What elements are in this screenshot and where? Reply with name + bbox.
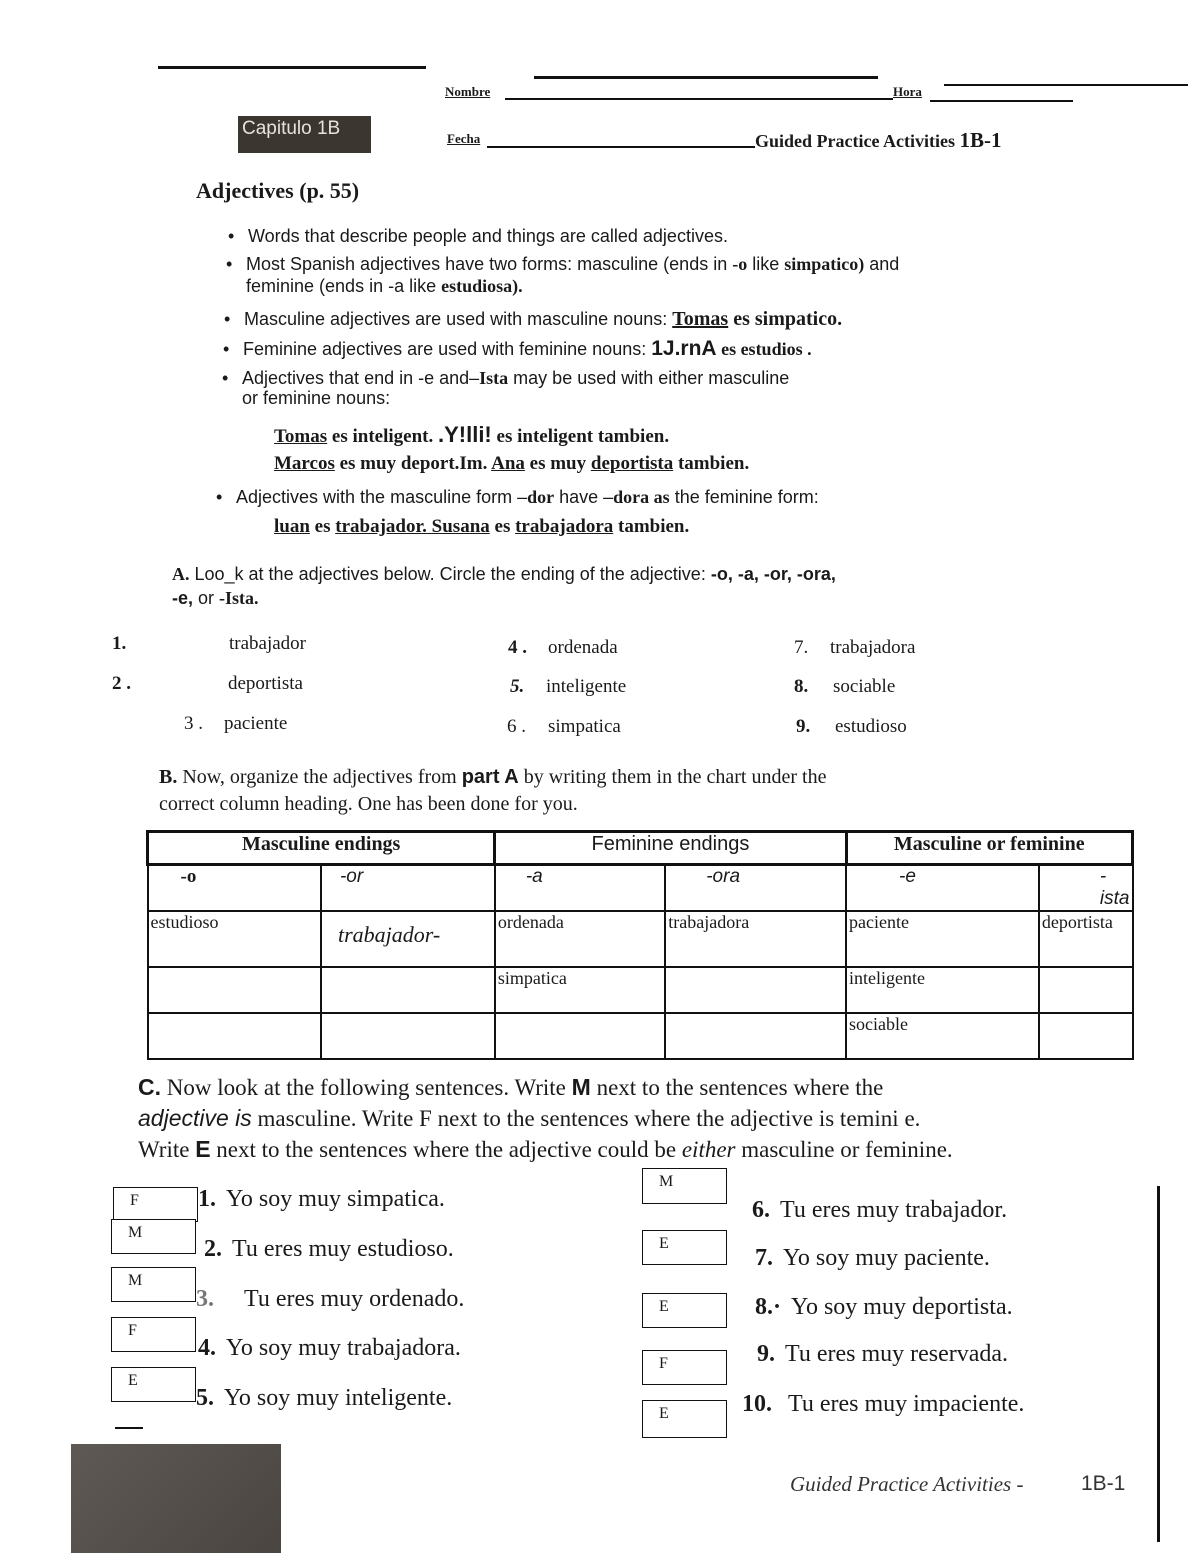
- ending-ista: -ista: [1039, 865, 1133, 912]
- item-6-num: 6 .: [507, 716, 526, 737]
- bullet-6-bold-dora: dora as: [613, 487, 670, 507]
- sentence-5-text: Yo soy muy inteligente.: [224, 1385, 453, 1411]
- part-b-line2: correct column heading. One has been done for you.: [159, 793, 578, 815]
- right-margin-line: [1157, 1186, 1160, 1542]
- cell-r2-c5[interactable]: inteligente: [846, 967, 1039, 1013]
- hora-label: Hora: [893, 84, 922, 99]
- example-2-u3: deportista: [590, 453, 674, 474]
- ending-e: -e: [846, 865, 1039, 912]
- answer-box-10[interactable]: E: [642, 1400, 727, 1438]
- part-a-item-4-word[interactable]: ordenada: [548, 637, 618, 658]
- part-a-item-7: [794, 637, 808, 659]
- small-dash: [115, 1427, 143, 1429]
- part-a-item-7-word[interactable]: trabajadora: [830, 637, 916, 658]
- bullet-5-post: may be used with either masculine: [508, 368, 790, 388]
- bullet-4-post: es estudios .: [716, 339, 812, 359]
- part-a-instructions: [172, 562, 836, 610]
- activity-title: [755, 128, 1001, 153]
- part-b-letter: B.: [159, 766, 178, 788]
- example-3-t1: es: [309, 516, 336, 537]
- part-a-item-1-word[interactable]: trabajador: [229, 633, 307, 654]
- cell-r1-c3[interactable]: ordenada: [495, 911, 665, 967]
- sentence-8: [755, 1294, 1013, 1321]
- part-a-line2a: -e,: [172, 588, 194, 608]
- answer-box-6[interactable]: M: [642, 1168, 727, 1204]
- bullet-6-text: Adjectives with the masculine form –: [236, 487, 528, 507]
- sentence-9-text: Tu eres muy reservada.: [785, 1341, 1009, 1367]
- cell-r3-c4[interactable]: [665, 1013, 846, 1059]
- sentence-6: [752, 1197, 1007, 1224]
- example-3-u2: trabajador. Susana: [335, 516, 490, 537]
- cell-r2-c3[interactable]: simpatica: [495, 967, 665, 1013]
- header-feminine: Feminine endings: [495, 832, 846, 865]
- bullet-5-bold: Ista: [479, 368, 509, 388]
- bullet-4-bold: 1J.rnA: [651, 337, 717, 360]
- ending-a: -a: [495, 865, 665, 912]
- nombre-label: Nombre: [445, 84, 491, 99]
- cell-r3-c6[interactable]: [1039, 1013, 1133, 1059]
- part-c-t4: Write: [138, 1137, 196, 1162]
- part-a-letter: A.: [172, 564, 190, 584]
- cell-r2-c2[interactable]: [321, 967, 495, 1013]
- answer-box-5[interactable]: E: [111, 1367, 196, 1402]
- hora-line: [930, 100, 1073, 102]
- example-3: [274, 516, 689, 538]
- part-b-bold: part A: [461, 766, 519, 788]
- example-2-u1: Marcos: [274, 453, 335, 474]
- item-4-num: 4 .: [508, 637, 527, 658]
- sentence-1-text: Yo soy muy simpatica.: [226, 1186, 445, 1212]
- bullet-5-line2: or feminine nouns:: [242, 388, 391, 408]
- sentence-4-text: Yo soy muy trabajadora.: [226, 1335, 461, 1361]
- part-a-item-4: [508, 637, 527, 659]
- item-5-num: 5.: [510, 676, 525, 697]
- answer-box-1[interactable]: F: [113, 1187, 198, 1222]
- sentence-10-text: Tu eres muy impaciente.: [788, 1391, 1025, 1417]
- part-b-text: Now, organize the adjectives from: [177, 766, 462, 788]
- footer-image-block: [71, 1444, 281, 1553]
- part-c-t1: Now look at the following sentences. Write: [161, 1075, 572, 1100]
- part-a-item-5: [510, 676, 524, 698]
- item-1-num: 1.: [112, 633, 127, 654]
- example-3-u1: luan: [274, 516, 310, 537]
- part-c-m: M: [571, 1074, 591, 1100]
- bullet-6-post: the feminine form:: [669, 487, 819, 507]
- item-2-num: 2 .: [112, 673, 131, 694]
- sentence-7-text: Yo soy muy paciente.: [783, 1245, 990, 1271]
- bullet-5: [242, 368, 789, 408]
- item-9-num: 9.: [796, 716, 811, 737]
- bullet-2: [246, 253, 1066, 297]
- cell-r2-c1[interactable]: [148, 967, 321, 1013]
- sentence-1: [198, 1186, 445, 1213]
- nombre-line: [505, 98, 893, 100]
- part-b-text2: by writing them in the chart under the: [518, 766, 827, 788]
- part-a-item-3-word[interactable]: paciente: [224, 713, 288, 734]
- fecha-label: Fecha: [447, 131, 481, 146]
- sentence-7-num: 7.: [755, 1245, 773, 1271]
- example-2: [274, 453, 749, 475]
- sentence-3-num: 3.: [196, 1286, 214, 1312]
- sentence-9-num: 9.: [757, 1341, 775, 1367]
- footer-text: Guided Practice Activities -: [790, 1472, 1024, 1496]
- part-a-line2b: or: [193, 588, 220, 608]
- item-3-num: 3 .: [184, 713, 203, 734]
- cell-r3-c1[interactable]: [148, 1013, 321, 1059]
- bullet-2-line2: feminine (ends in -a like: [246, 276, 442, 296]
- example-1-bold: .Y!lli!: [437, 422, 492, 447]
- answer-box-3[interactable]: M: [111, 1267, 196, 1302]
- sentence-6-text: Tu eres muy trabajador.: [780, 1197, 1008, 1223]
- bullet-2-post: and: [864, 254, 900, 274]
- sentence-3-text: Tu eres muy ordenado.: [244, 1286, 465, 1312]
- sentence-4: [198, 1335, 461, 1362]
- item-7-num: 7.: [794, 637, 809, 658]
- sentence-4-num: 4.: [198, 1335, 216, 1361]
- bullet-3-post: es simpatico.: [728, 308, 843, 330]
- sentence-10-num: 10.: [742, 1391, 772, 1417]
- header-masculine: Masculine endings: [148, 832, 495, 865]
- example-3-t3: tambien.: [613, 516, 690, 537]
- bullet-2-text: Most Spanish adjectives have two forms: masculine (ends in: [246, 254, 733, 274]
- cell-r2-c4[interactable]: [665, 967, 846, 1013]
- example-2-t3: tambien.: [673, 453, 750, 474]
- part-a-item-8-word[interactable]: sociable: [833, 676, 896, 697]
- part-a-item-8: [794, 676, 808, 698]
- bullet-3-text: Masculine adjectives are used with masculine nouns:: [244, 309, 673, 329]
- bullet-1: • Words that describe people and things are called adjectives.: [248, 225, 728, 247]
- example-2-t1: es muy deport.Im.: [334, 453, 492, 474]
- section-title: Adjectives (p. 55): [196, 178, 360, 203]
- bullet-2-bold-o: -o: [732, 254, 748, 274]
- part-a-item-9-word[interactable]: estudioso: [835, 716, 907, 737]
- part-c-e: E: [195, 1136, 211, 1162]
- example-2-t2: es muy: [524, 453, 591, 474]
- top-line-left: [158, 66, 426, 69]
- bullet-2-mid: like: [747, 254, 785, 274]
- part-a-item-2-word[interactable]: deportista: [228, 673, 303, 694]
- sentence-6-num: 6.: [752, 1197, 770, 1223]
- part-a-item-6-word[interactable]: simpatica: [548, 716, 621, 737]
- part-a-text: Loo_k at the adjectives below. Circle the ending of the adjective:: [189, 564, 711, 584]
- example-1-t2: es inteligent tambien.: [491, 426, 670, 447]
- cell-r3-c3[interactable]: [495, 1013, 665, 1059]
- bullet-2-bold-estudiosa: estudiosa).: [441, 276, 523, 296]
- cell-r1-c4[interactable]: trabajadora: [665, 911, 846, 967]
- part-c-italic1: adjective is: [138, 1105, 252, 1131]
- bullet-3-tomas: Tomas: [672, 308, 729, 330]
- bullet-6-bold-dor: dor: [527, 487, 555, 507]
- cell-r3-c2[interactable]: [321, 1013, 495, 1059]
- example-3-t2: es: [489, 516, 516, 537]
- ending-o: -o: [148, 865, 321, 912]
- part-a-item-5-word[interactable]: inteligente: [546, 676, 627, 697]
- bullet-3: [244, 308, 842, 330]
- bullet-6-mid: have –: [554, 487, 614, 507]
- part-c-letter: C.: [138, 1074, 161, 1100]
- sentence-5: [196, 1385, 452, 1412]
- sentence-8-text: Yo soy muy deportista.: [791, 1294, 1013, 1320]
- sentence-10: [742, 1391, 1024, 1418]
- sentence-5-num: 5.: [196, 1385, 214, 1411]
- example-1-t1: es inteligent.: [327, 426, 438, 447]
- sentence-1-num: 1.: [198, 1186, 216, 1212]
- ending-ora: -ora: [665, 865, 846, 912]
- answer-box-9[interactable]: F: [642, 1350, 727, 1385]
- cell-r2-c6[interactable]: [1039, 967, 1133, 1013]
- cell-r1-c2[interactable]: trabajador-: [321, 911, 495, 967]
- answer-box-7[interactable]: E: [642, 1230, 727, 1265]
- sentence-2-num: 2.: [204, 1236, 222, 1262]
- example-2-u2: Ana: [491, 453, 525, 474]
- cell-r1-c6[interactable]: deportista: [1039, 911, 1133, 967]
- bullet-4-text: Feminine adjectives are used with feminine nouns:: [243, 339, 652, 359]
- sentence-7: [755, 1245, 990, 1272]
- example-1-u1: Tomas: [274, 426, 328, 447]
- cell-r1-c5[interactable]: paciente: [846, 911, 1039, 967]
- item-8-num: 8.: [794, 676, 809, 697]
- part-a-item-3: [184, 713, 203, 735]
- part-c-italic2: either: [681, 1137, 736, 1162]
- part-c-t3: masculine. Write F next to the sentences where the adjective is temini e.: [251, 1106, 921, 1131]
- sentence-2: [204, 1236, 454, 1263]
- chapter-badge: Capitulo 1B: [238, 116, 371, 153]
- bullet-4: [243, 338, 812, 360]
- answer-box-8[interactable]: E: [642, 1293, 727, 1328]
- activity-code: 1B-1: [959, 128, 1002, 152]
- answer-box-2[interactable]: M: [111, 1219, 196, 1254]
- part-c-t2: next to the sentences where the: [590, 1075, 884, 1100]
- sentence-8-num: 8.·: [755, 1294, 782, 1320]
- top-line-right: [944, 84, 1188, 86]
- footer-code: 1B-1: [1081, 1472, 1126, 1495]
- ending-or: -or: [321, 865, 495, 912]
- sentence-2-text: Tu eres muy estudioso.: [232, 1236, 454, 1262]
- example-3-u3: trabajadora: [515, 516, 614, 537]
- part-b-instructions: [159, 764, 826, 818]
- part-a-item-1: [112, 633, 126, 655]
- part-a-line2c: -Ista.: [219, 588, 259, 608]
- bullet-5-text: Adjectives that end in -e and–: [242, 368, 480, 388]
- sentence-9: [757, 1341, 1008, 1368]
- answer-box-4[interactable]: F: [111, 1317, 196, 1352]
- part-a-item-6: [507, 716, 526, 738]
- part-a-item-9: [796, 716, 810, 738]
- bullet-2-bold-simpatico: simpatico): [784, 254, 865, 274]
- cell-r3-c5[interactable]: sociable: [846, 1013, 1039, 1059]
- part-a-endings: -o, -a, -or, -ora,: [710, 564, 836, 584]
- activity-title-text: Guided Practice Activities: [755, 131, 955, 151]
- example-1: [274, 422, 669, 448]
- fecha-line: [487, 146, 755, 148]
- part-c-t5: next to the sentences where the adjective could be: [210, 1137, 682, 1162]
- cell-r1-c1[interactable]: estudioso: [148, 911, 321, 967]
- top-line-middle: [534, 76, 878, 79]
- sentence-3: [196, 1286, 464, 1313]
- part-c-instructions: [138, 1072, 1158, 1165]
- part-c-t6: masculine or feminine.: [735, 1137, 953, 1162]
- header-either: Masculine or feminine: [846, 832, 1133, 865]
- part-a-item-2: [112, 673, 131, 695]
- adjective-chart: [146, 830, 1134, 1060]
- bullet-6: [236, 486, 819, 508]
